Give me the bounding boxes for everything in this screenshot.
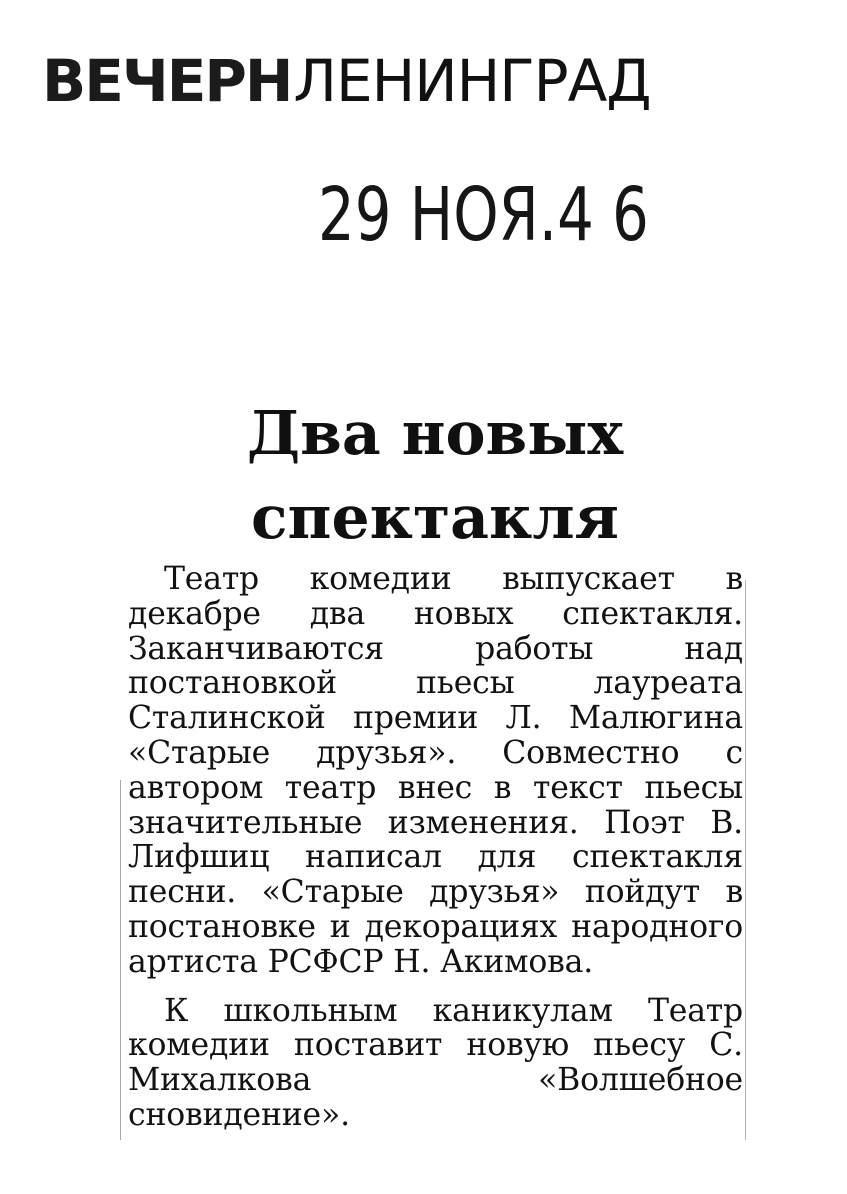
column-edge-left (120, 780, 121, 1140)
article-body (128, 562, 743, 1133)
article-paragraph-1: Театр комедии выпускает в декабре два новых спектакля. Заканчиваются работы над постановкой пьесы лауреата Сталинской премии Л. Малюгина «Старые друзья». Совместно с автором театр внес в текст пьесы значительные изменения. Поэт В. Лифшиц написал для спектакля песни. «Старые друзья» пойдут в постановке и декорациях народного артиста РСФСР Н. Акимова. (128, 561, 743, 980)
date-stamp: 29 НОЯ.4 6 (318, 172, 649, 258)
column-edge-right (745, 580, 746, 1140)
newspaper-masthead (42, 47, 651, 115)
headline-line-1: Два новых (246, 399, 624, 469)
masthead-word-evening: ВЕЧЕРН (42, 47, 292, 115)
article-headline (200, 392, 670, 560)
headline-line-2: спектакля (251, 483, 619, 553)
masthead-word-leningrad: ЛЕНИНГРАД (293, 47, 651, 115)
article-paragraph-2: К школьным каникулам Театр комедии поставит новую пьесу С. Михалкова «Волшебное сновидение». (128, 992, 743, 1133)
